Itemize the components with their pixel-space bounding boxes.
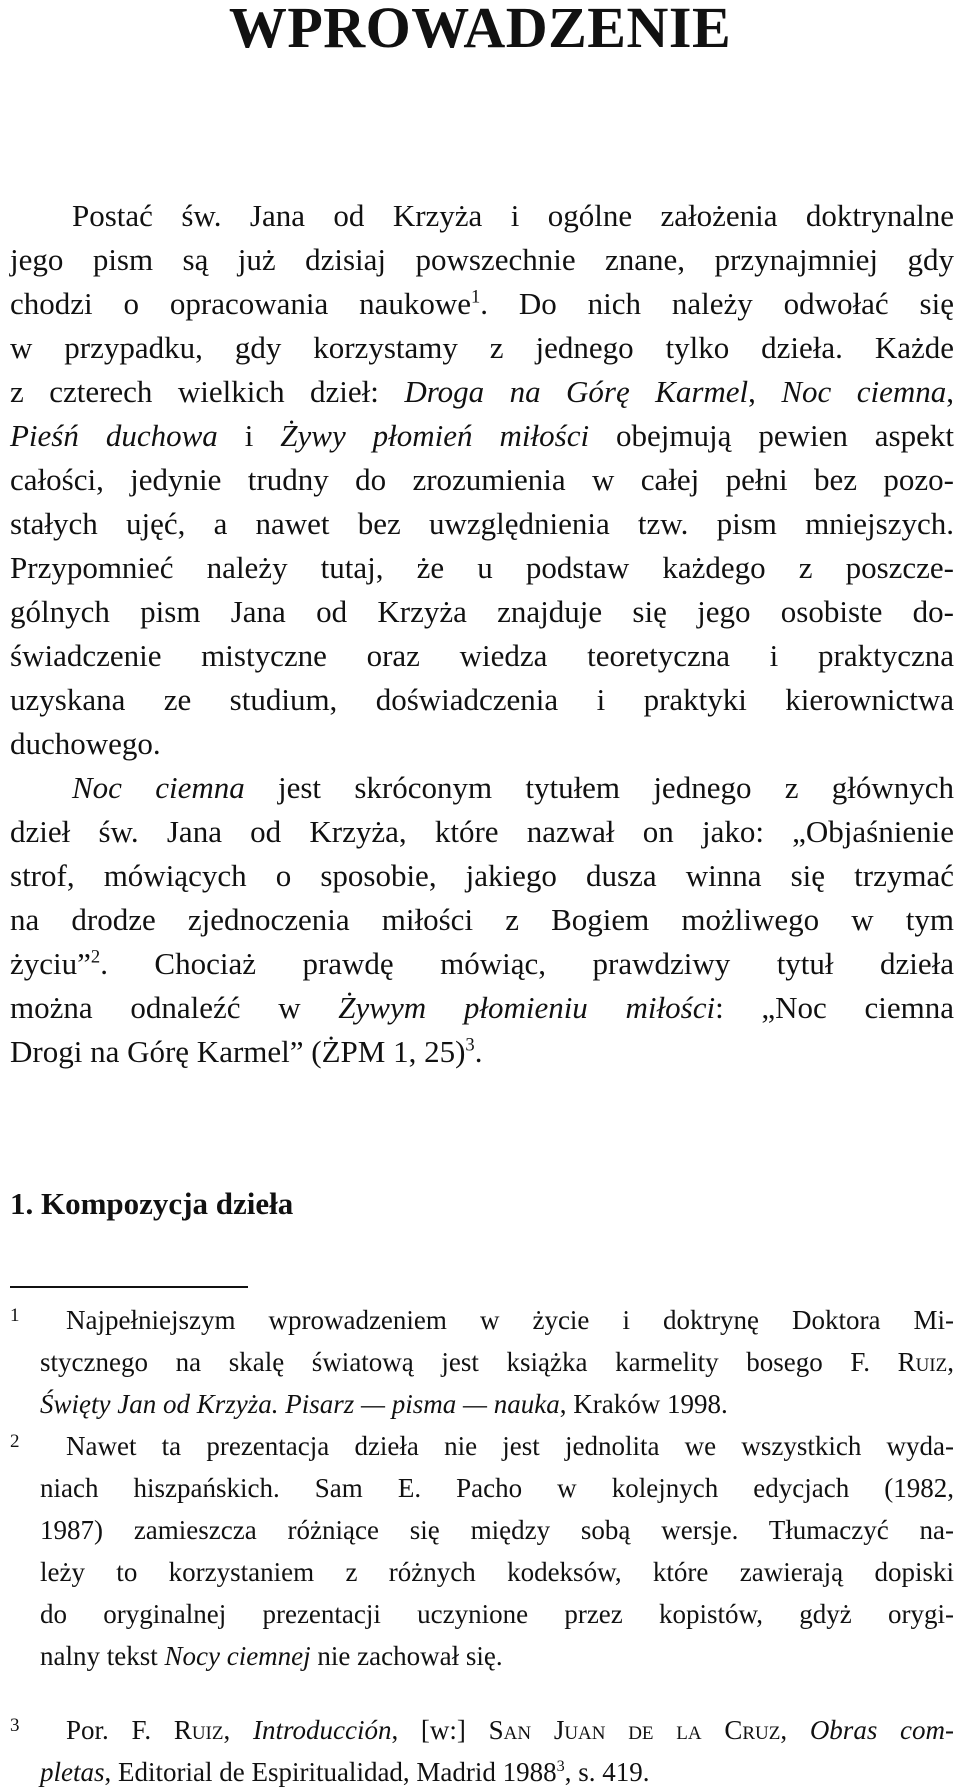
footnote-text: , Editorial de Espiritualidad, Madrid 1988	[104, 1757, 557, 1787]
footnote-text: niach hiszpańskich. Sam E. Pacho w kolejnych edycjach (1982,	[40, 1473, 954, 1503]
body-line	[10, 284, 954, 324]
body-line	[10, 1032, 954, 1072]
section-heading: 1. Kompozycja dzieła	[10, 1186, 294, 1221]
italic-title: Noc ciemna	[72, 770, 245, 805]
footnote-text: Por. F.	[66, 1715, 174, 1745]
body-text: gólnych pism Jana od Krzyża znajduje się jego osobiste do-	[10, 594, 954, 629]
footnote-line	[40, 1470, 954, 1506]
italic-title: Żywym płomieniu miłości	[338, 990, 716, 1025]
body-line	[72, 768, 954, 808]
footnote-line	[40, 1386, 954, 1422]
footnote-text: , [w:]	[391, 1715, 489, 1745]
body-line	[10, 944, 954, 984]
footnote-line	[40, 1638, 954, 1674]
body-line	[10, 504, 954, 544]
italic-title: Święty Jan od Krzyża. Pisarz — pisma — nauka	[40, 1389, 560, 1419]
body-text: i	[217, 418, 281, 453]
edition-superscript: 3	[556, 1757, 565, 1775]
footnote-text: do oryginalnej prezentacji uczynione przez kopistów, gdyż orygi-	[40, 1599, 954, 1629]
italic-title: Pieśń duchowa	[10, 418, 218, 453]
body-text: chodzi o opracowania naukowe	[10, 286, 471, 321]
footnote-line	[40, 1554, 954, 1590]
footnote-text: Najpełniejszym wprowadzeniem w życie i doktrynę Doktora Mi-	[66, 1305, 954, 1335]
footnote-ref: 1	[471, 286, 481, 308]
footnote-text: leży to korzystaniem z różnych kodeksów, które zawierają dopiski	[40, 1557, 954, 1587]
body-text: świadczenie mistyczne oraz wiedza teoretyczna i praktyczna	[10, 638, 954, 673]
footnote-number: 3	[10, 1715, 20, 1736]
body-text: ,	[748, 374, 782, 409]
body-text: Przypomnieć należy tutaj, że u podstaw każdego z poszcze-	[10, 550, 954, 585]
footnote-text: nalny tekst	[40, 1641, 165, 1671]
footnote-line	[66, 1712, 954, 1748]
body-text: na drodze zjednoczenia miłości z Bogiem możliwego w tym	[10, 902, 954, 937]
italic-title: Introducción	[252, 1715, 392, 1745]
footnote-text: ,	[947, 1347, 954, 1377]
footnote-text: stycznego na skalę światową jest książka karmelity bosego F.	[40, 1347, 898, 1377]
body-text: strof, mówiących o sposobie, jakiego dusza winna się trzymać	[10, 858, 954, 893]
body-line	[10, 328, 954, 368]
body-text: w przypadku, gdy korzystamy z jednego tylko dzieła. Każde	[10, 330, 954, 365]
body-line	[10, 240, 954, 280]
body-line	[10, 680, 954, 720]
body-text: uzyskana ze studium, doświadczenia i praktyki kierownictwa	[10, 682, 954, 717]
footnote-number: 1	[10, 1305, 20, 1326]
body-text: jego pism są już dzisiaj powszechnie znane, przynajmniej gdy	[10, 242, 954, 277]
footnote-line	[66, 1428, 954, 1464]
body-line	[10, 812, 954, 852]
author-name: San Juan de la Cruz	[488, 1715, 781, 1745]
body-text: duchowego.	[10, 726, 161, 761]
body-text: dzieł św. Jana od Krzyża, które nazwał on jako: „Objaśnienie	[10, 814, 954, 849]
author-name: Ruiz	[897, 1347, 948, 1377]
footnote-line	[40, 1512, 954, 1548]
footnote-ref: 3	[465, 1034, 475, 1056]
body-line	[10, 900, 954, 940]
body-text: . Chociaż prawdę mówiąc, prawdziwy tytuł dzieła	[100, 946, 954, 981]
body-line	[10, 592, 954, 632]
body-text: obejmują pewien aspekt	[589, 418, 954, 453]
author-name: Ruiz	[173, 1715, 224, 1745]
body-text: życiu”	[10, 946, 91, 981]
italic-title: Żywy płomień miłości	[280, 418, 590, 453]
footnote-number: 2	[10, 1431, 20, 1452]
body-text: Drogi na Górę Karmel” (ŻPM 1, 25)	[10, 1034, 466, 1069]
footnote-separator	[10, 1286, 248, 1288]
italic-title: Nocy ciemnej	[164, 1641, 311, 1671]
body-line	[10, 548, 954, 588]
body-line	[10, 416, 954, 456]
footnote-text: nie zachował się.	[310, 1641, 503, 1671]
footnote-ref: 2	[90, 946, 101, 968]
footnote-line	[40, 1754, 954, 1790]
body-text: jest skróconym tytułem jednego z głównych	[244, 770, 954, 805]
footnote-text: Nawet ta prezentacja dzieła nie jest jednolita we wszystkich wyda-	[66, 1431, 954, 1461]
body-text: ,	[946, 374, 954, 409]
footnote-text: ,	[223, 1715, 253, 1745]
body-text: . Do nich należy odwołać się	[480, 286, 954, 321]
body-line	[10, 372, 954, 412]
italic-title: Noc ciemna	[781, 374, 947, 409]
footnote-line	[40, 1344, 954, 1380]
footnote-text: , s. 419.	[564, 1757, 650, 1787]
body-text: .	[474, 1034, 483, 1069]
body-text: : „Noc ciemna	[715, 990, 955, 1025]
italic-title: Obras com-	[809, 1715, 955, 1745]
body-line	[10, 460, 954, 500]
body-line	[72, 196, 954, 236]
body-text: Postać św. Jana od Krzyża i ogólne założenia doktrynalne	[72, 198, 954, 233]
body-line	[10, 856, 954, 896]
footnote-line	[66, 1302, 954, 1338]
body-text: całości, jedynie trudny do zrozumienia w całej pełni bez pozo-	[10, 462, 954, 497]
footnote-text: , Kraków 1998.	[559, 1389, 728, 1419]
body-text: z czterech wielkich dzieł:	[10, 374, 405, 409]
body-line	[10, 988, 954, 1028]
footnote-text: ,	[780, 1715, 810, 1745]
body-text: stałych ujęć, a nawet bez uwzględnienia tzw. pism mniejszych.	[10, 506, 954, 541]
body-line	[10, 636, 954, 676]
footnote-text: 1987) zamieszcza różniące się między sobą wersje. Tłumaczyć na-	[40, 1515, 954, 1545]
body-line	[10, 724, 954, 764]
body-text: można odnaleźć w	[10, 990, 339, 1025]
italic-title: pletas	[40, 1757, 105, 1787]
italic-title: Droga na Górę Karmel	[404, 374, 749, 409]
footnote-line	[40, 1596, 954, 1632]
page-title: WPROWADZENIE	[228, 0, 732, 60]
